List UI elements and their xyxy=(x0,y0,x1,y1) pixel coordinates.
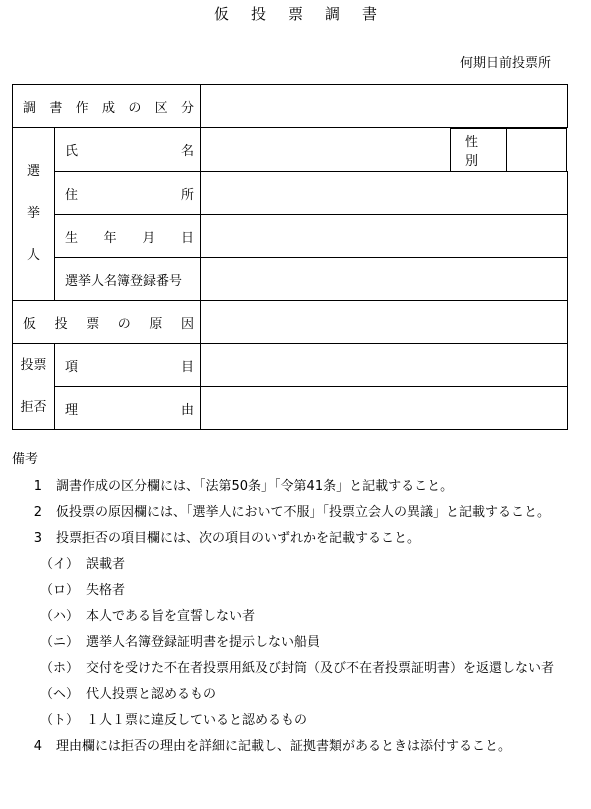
cause-label: 理 由 xyxy=(65,402,195,418)
category-label: 調 書 作 成 の 区 分 xyxy=(23,100,194,116)
cause-input-cell[interactable] xyxy=(201,387,568,430)
address-label-cell xyxy=(55,172,201,215)
address-label: 住 所 xyxy=(65,187,195,203)
category-label-cell xyxy=(13,85,201,128)
voter-label: 選 挙 人 xyxy=(26,164,40,263)
cause-label-cell xyxy=(55,387,201,430)
registry-label-cell xyxy=(55,258,201,301)
notes-section xyxy=(12,447,582,760)
page-title: 仮投票調書 xyxy=(213,5,399,23)
birth-label: 生 年 月 日 xyxy=(65,230,194,246)
registry-label: 選挙人名簿登録番号 xyxy=(65,273,183,289)
sub-item: （ト） １人１票に違反していると認めるもの xyxy=(40,713,308,728)
sub-item: （ロ） 失格者 xyxy=(40,583,126,598)
reason-input-cell[interactable] xyxy=(201,301,568,344)
reason-label-cell xyxy=(13,301,201,344)
sub-item: （イ） 誤載者 xyxy=(40,557,126,572)
polling-office-label: 何期日前投票所 xyxy=(459,56,551,71)
refusal-label-cell xyxy=(13,344,55,430)
address-input-cell[interactable] xyxy=(201,172,568,215)
note-item: 4 理由欄には拒否の理由を詳細に記載し、証拠書類があるときは添付すること。 xyxy=(33,739,512,754)
gender-label: 性別 xyxy=(465,135,493,169)
sub-item: （ニ） 選挙人名簿登録証明書を提示しない船員 xyxy=(40,635,321,650)
birth-input-cell[interactable] xyxy=(201,215,568,258)
note-item: 2 仮投票の原因欄には、「選挙人において不服」「投票立会人の異議」と記載すること。 xyxy=(33,505,551,520)
refusal-label-2: 拒否 xyxy=(20,399,47,415)
sub-item: （ヘ） 代人投票と認めるもの xyxy=(40,687,217,702)
refusal-label-1: 投票 xyxy=(20,357,47,373)
item-input-cell[interactable] xyxy=(201,344,568,387)
note-item: 1 調書作成の区分欄には、「法第50条」「令第41条」と記載すること。 xyxy=(33,479,454,494)
item-label: 項 目 xyxy=(65,359,195,375)
registry-input-cell[interactable] xyxy=(201,258,568,301)
category-input-cell[interactable] xyxy=(201,85,568,128)
note-item: 3 投票拒否の項目欄には、次の項目のいずれかを記載すること。 xyxy=(33,531,421,546)
sub-item: （ハ） 本人である旨を宣誓しない者 xyxy=(40,609,256,624)
notes-heading: 備考 xyxy=(12,452,39,467)
sub-item: （ホ） 交付を受けた不在者投票用紙及び封筒（及び不在者投票証明書）を返還しない者 xyxy=(40,661,555,676)
gender-input-cell[interactable] xyxy=(506,128,567,172)
birth-label-cell xyxy=(55,215,201,258)
name-label-cell xyxy=(55,128,201,172)
reason-label: 仮 投 票 の 原 因 xyxy=(23,316,194,332)
gender-label-cell xyxy=(450,128,507,172)
item-label-cell xyxy=(55,344,201,387)
name-label: 氏 名 xyxy=(65,144,195,159)
voter-label-cell xyxy=(13,128,55,301)
